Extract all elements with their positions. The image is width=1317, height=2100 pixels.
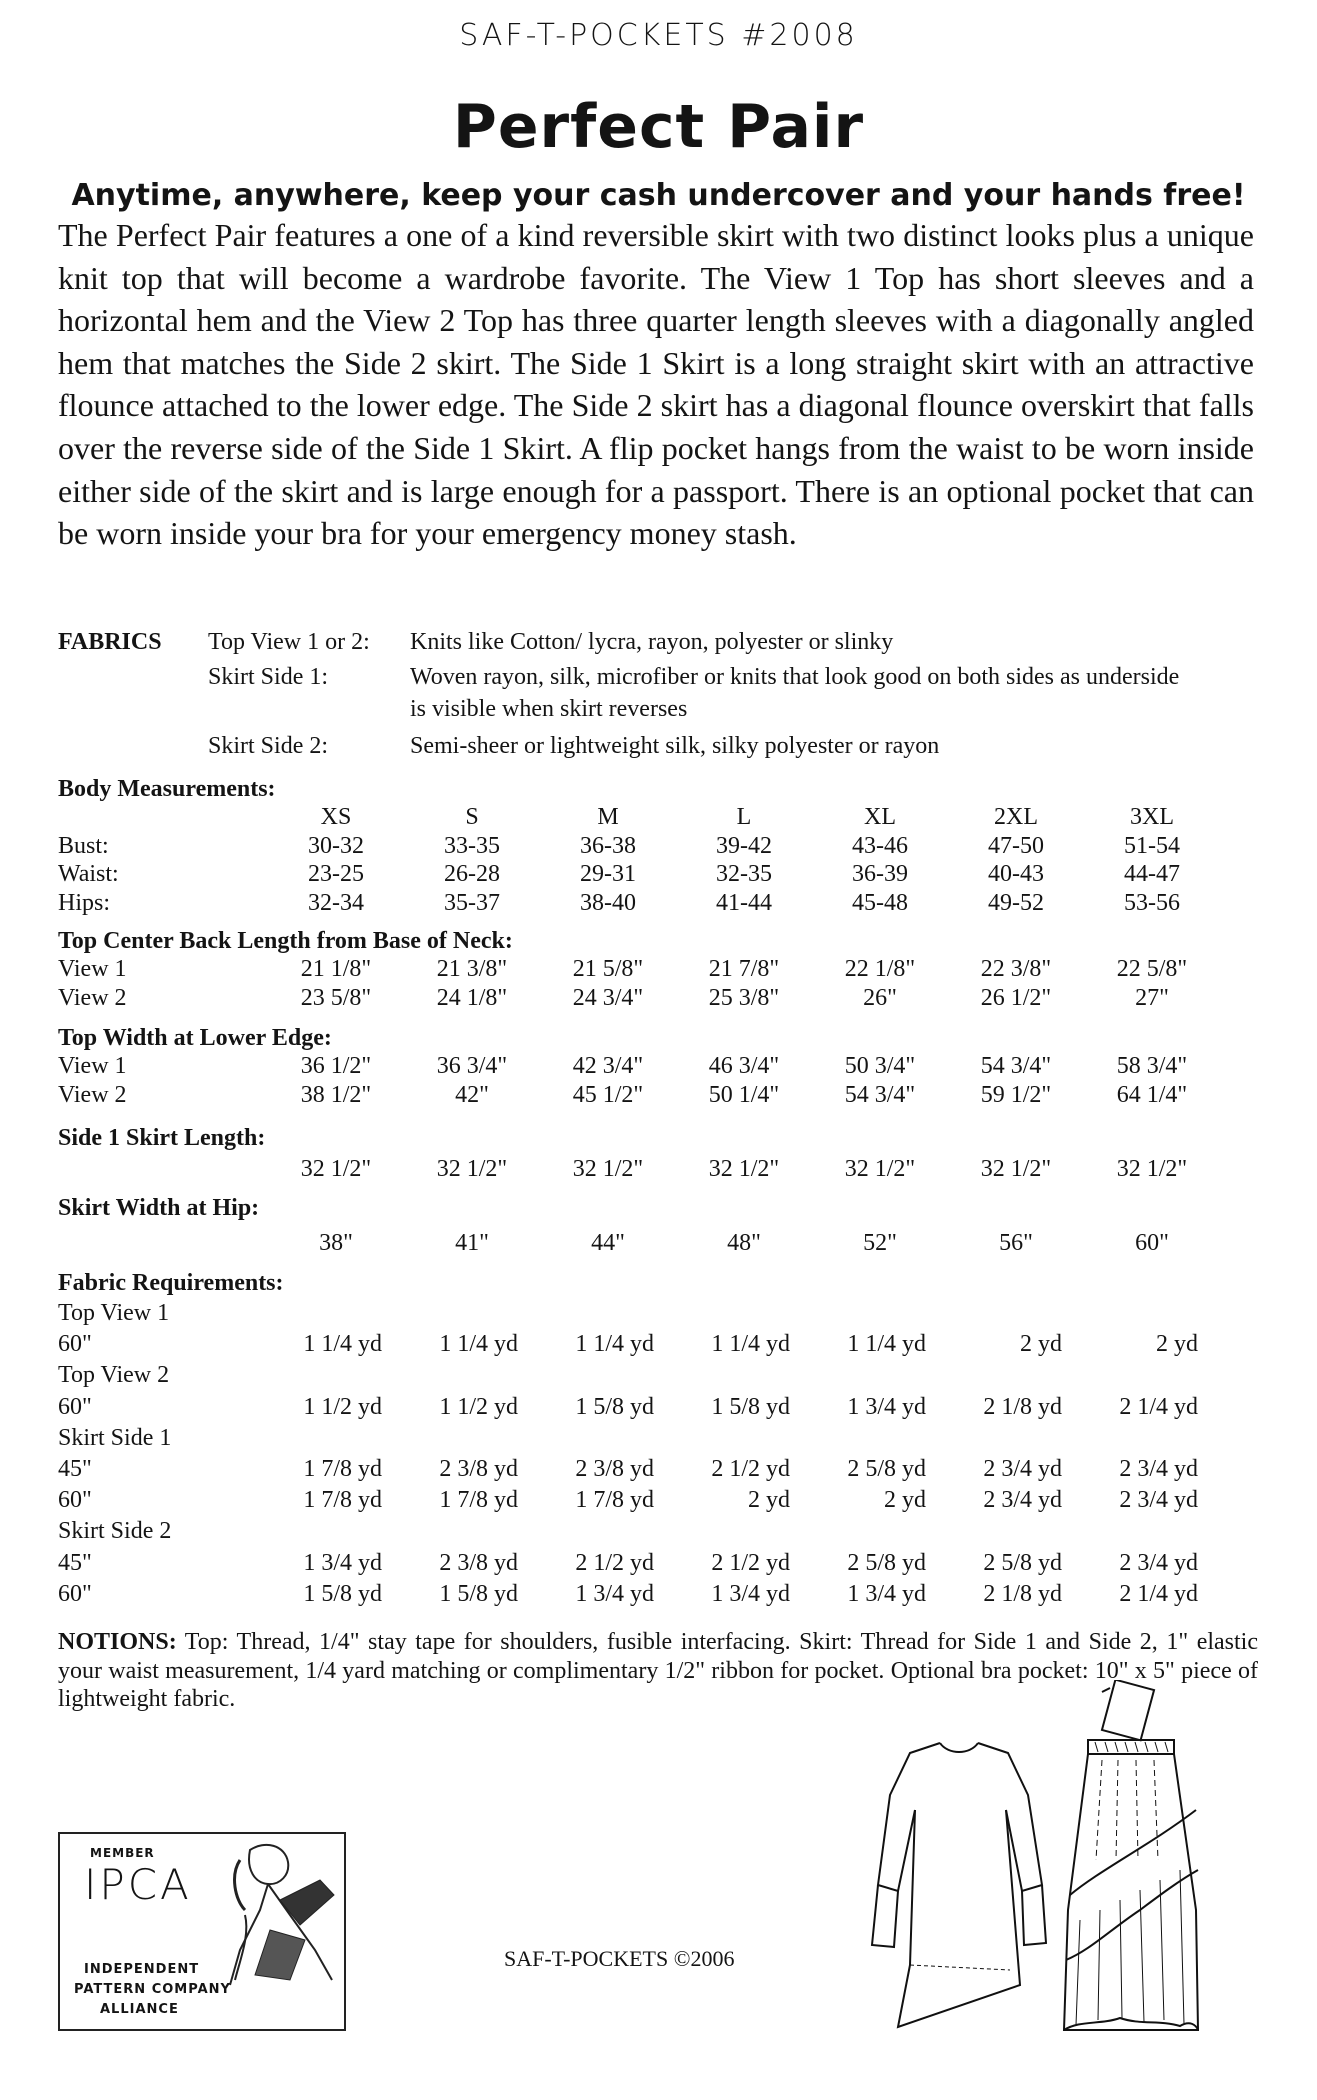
table-cell: 26 1/2": [980, 984, 1052, 1011]
table-cell: 48": [727, 1230, 761, 1256]
skirt-length-table: [58, 1155, 1220, 1184]
table-cell: 56": [999, 1230, 1033, 1256]
table-cell: 29-31: [580, 861, 636, 887]
fabric-text: Woven rayon, silk, microfiber or knits that look good on both sides as underside: [410, 664, 1180, 690]
row-label: 45": [58, 1456, 92, 1483]
table-cell: 32 1/2": [844, 1156, 916, 1182]
table-cell: 2 5/8 yd: [847, 1549, 926, 1576]
row-label: 60": [58, 1487, 92, 1514]
table-cell: 52": [863, 1230, 897, 1256]
table-cell: 49-52: [988, 889, 1044, 916]
table-cell: 2 yd: [884, 1487, 926, 1514]
table-cell: 25 3/8": [708, 984, 780, 1011]
group-label: Skirt Side 1: [58, 1424, 172, 1451]
table-cell: 2 yd: [1156, 1331, 1198, 1358]
table-cell: 2 3/8 yd: [575, 1456, 654, 1483]
table-cell: 32 1/2": [572, 1156, 644, 1182]
fabric-requirements-table: [58, 1298, 1220, 1610]
table-cell: [58, 1155, 268, 1184]
back-length-table: [58, 955, 1220, 1012]
table-cell: 2 3/4 yd: [1119, 1456, 1198, 1483]
size-header: 3XL: [1130, 804, 1174, 830]
table-cell: 1 1/4 yd: [575, 1331, 654, 1358]
table-cell: 1 7/8 yd: [575, 1487, 654, 1514]
notions-heading: NOTIONS:: [58, 1629, 177, 1655]
table-cell: 1 1/4 yd: [847, 1331, 926, 1358]
table-cell: 2 1/2 yd: [711, 1549, 790, 1576]
ipca-line-1: INDEPENDENT: [84, 1962, 200, 1977]
table-cell: 2 3/8 yd: [439, 1456, 518, 1483]
table-cell: 1 5/8 yd: [303, 1580, 382, 1607]
table-cell: 2 1/2 yd: [711, 1456, 790, 1483]
table-cell: 50 3/4": [844, 1053, 916, 1079]
table-cell: 64 1/4": [1116, 1081, 1188, 1108]
group-label: Top View 1: [58, 1300, 170, 1326]
row-label: View 2: [58, 1081, 127, 1108]
skirt-side-2-illustration: [1040, 1680, 1220, 2040]
table-cell: 44-47: [1124, 861, 1180, 887]
table-cell: 26": [863, 984, 897, 1011]
table-cell: 21 5/8": [572, 956, 644, 982]
table-cell: 38-40: [580, 889, 636, 916]
table-cell: 1 7/8 yd: [303, 1456, 382, 1483]
size-header: L: [736, 804, 752, 830]
fabric-text-continued: is visible when skirt reverses: [410, 696, 688, 722]
pattern-number: SAF-T-POCKETS #2008: [459, 18, 858, 53]
back-length-section: [58, 928, 1220, 1012]
table-cell: 27": [1135, 984, 1169, 1011]
ipca-illustration-icon: [210, 1840, 338, 1990]
table-cell: 2 3/4 yd: [983, 1487, 1062, 1514]
table-cell: 42 3/4": [572, 1053, 644, 1079]
skirt-width-heading: Skirt Width at Hip:: [58, 1195, 260, 1221]
fabric-requirements-heading: Fabric Requirements:: [58, 1270, 284, 1296]
table-cell: 45 1/2": [572, 1081, 644, 1108]
copyright: SAF-T-POCKETS ©2006: [504, 1946, 735, 1971]
fabric-requirements-section: [58, 1268, 1220, 1610]
table-cell: 36 1/2": [300, 1053, 372, 1079]
table-cell: 2 1/4 yd: [1119, 1580, 1198, 1607]
table-cell: 38": [319, 1230, 353, 1256]
skirt-length-section: [58, 1124, 1220, 1184]
table-cell: 24 3/4": [572, 984, 644, 1011]
table-cell: 44": [591, 1230, 625, 1256]
table-cell: 40-43: [988, 861, 1044, 887]
fabric-text: Knits like Cotton/ lycra, rayon, polyester or slinky: [410, 629, 894, 655]
table-cell: 32 1/2": [708, 1156, 780, 1182]
table-cell: 54 3/4": [844, 1081, 916, 1108]
table-cell: 53-56: [1124, 889, 1180, 916]
row-label: View 1: [58, 956, 127, 982]
row-label: Waist:: [58, 861, 119, 887]
size-header: XS: [320, 804, 352, 830]
table-cell: 2 1/8 yd: [983, 1393, 1062, 1420]
table-cell: 45-48: [852, 889, 908, 916]
table-cell: 1 5/8 yd: [575, 1393, 654, 1420]
table-cell: 41": [455, 1230, 489, 1256]
ipca-member-label: MEMBER: [90, 1846, 155, 1860]
fabric-label: Skirt Side 1:: [208, 664, 329, 690]
row-label: 45": [58, 1549, 92, 1576]
table-cell: 32-35: [716, 861, 772, 887]
table-cell: 1 3/4 yd: [303, 1549, 382, 1576]
table-cell: 30-32: [308, 832, 364, 859]
table-cell: 22 3/8": [980, 956, 1052, 982]
table-cell: 38 1/2": [300, 1081, 372, 1108]
row-label: View 1: [58, 1053, 127, 1079]
table-cell: 2 1/2 yd: [575, 1549, 654, 1576]
table-cell: 33-35: [444, 832, 500, 859]
table-cell: 1 3/4 yd: [575, 1580, 654, 1607]
table-cell: 32 1/2": [300, 1156, 372, 1182]
table-cell: 1 7/8 yd: [303, 1487, 382, 1514]
table-cell: 2 3/8 yd: [439, 1549, 518, 1576]
table-cell: 2 1/4 yd: [1119, 1393, 1198, 1420]
table-cell: 1 7/8 yd: [439, 1487, 518, 1514]
table-cell: 21 1/8": [300, 956, 372, 982]
fabrics-heading: FABRICS: [58, 629, 162, 655]
row-label: 60": [58, 1393, 92, 1420]
row-label: 60": [58, 1580, 92, 1607]
fabric-label: Skirt Side 2:: [208, 733, 329, 759]
table-cell: 54 3/4": [980, 1053, 1052, 1079]
table-cell: 21 7/8": [708, 956, 780, 982]
skirt-width-section: [58, 1194, 1220, 1258]
fabric-text: Semi-sheer or lightweight silk, silky polyester or rayon: [410, 733, 940, 759]
table-cell: 1 1/2 yd: [439, 1393, 518, 1420]
table-cell: 59 1/2": [980, 1081, 1052, 1108]
table-cell: 1 5/8 yd: [439, 1580, 518, 1607]
description: The Perfect Pair features a one of a kind reversible skirt with two distinct looks plus a unique knit top that will become a wardrobe favorite. The View 1 Top has short sleeves and a horizontal hem and the View 2 Top has three quarter length sleeves with a diagonally angled hem that matches the Side 2 skirt. The Side 1 Skirt is a long straight skirt with an attractive flounce attached to the lower edge. The Side 2 skirt has a diagonal flounce overskirt that falls over the reverse side of the Side 1 Skirt. A flip pocket hangs from the waist to be worn inside either side of the skirt and is large enough for a passport. There is an optional pocket that can be worn inside your bra for your emergency money stash.: [58, 217, 1254, 552]
table-cell: 23-25: [308, 861, 364, 887]
body-measurements-heading: Body Measurements:: [58, 776, 276, 802]
table-cell: 2 yd: [748, 1487, 790, 1514]
table-cell: 2 5/8 yd: [847, 1456, 926, 1483]
page-title: Perfect Pair: [452, 92, 865, 162]
table-cell: 58 3/4": [1116, 1053, 1188, 1079]
table-cell: 2 yd: [1020, 1331, 1062, 1358]
row-label: Hips:: [58, 889, 111, 916]
table-cell: 23 5/8": [300, 984, 372, 1011]
table-cell: 42": [455, 1081, 489, 1108]
top-view-2-illustration: [870, 1735, 1050, 2035]
table-cell: 51-54: [1124, 832, 1180, 859]
table-cell: 46 3/4": [708, 1053, 780, 1079]
table-cell: 2 5/8 yd: [983, 1549, 1062, 1576]
table-cell: 36 3/4": [436, 1053, 508, 1079]
size-header: M: [597, 804, 619, 830]
ipca-line-3: ALLIANCE: [100, 2002, 179, 2017]
table-cell: 22 1/8": [844, 956, 916, 982]
notions-text: Top: Thread, 1/4" stay tape for shoulders, fusible interfacing. Skirt: Thread for Side 1 and Side 2, 1" elastic your waist measurement, 1/4 yard matching or complimentary 1/2" ribbon for pocket. Optional bra pocket: 10" x 5" piece of lightweight fabric.: [58, 1629, 1258, 1712]
row-label: 60": [58, 1331, 92, 1358]
table-cell: 1 1/4 yd: [711, 1331, 790, 1358]
top-width-heading: Top Width at Lower Edge:: [58, 1025, 332, 1051]
table-cell: 1 3/4 yd: [711, 1580, 790, 1607]
top-width-table: [58, 1052, 1220, 1109]
table-cell: [58, 1229, 268, 1258]
body-measurements-section: [58, 775, 1220, 917]
back-length-heading: Top Center Back Length from Base of Neck:: [58, 928, 513, 954]
group-label: Skirt Side 2: [58, 1518, 172, 1545]
table-cell: 50 1/4": [708, 1081, 780, 1108]
table-cell: 41-44: [716, 889, 772, 916]
skirt-length-heading: Side 1 Skirt Length:: [58, 1125, 266, 1151]
table-cell: 1 3/4 yd: [847, 1580, 926, 1607]
size-header: XL: [864, 804, 896, 830]
table-cell: 1 3/4 yd: [847, 1393, 926, 1420]
table-cell: 1 1/4 yd: [439, 1331, 518, 1358]
table-cell: 2 3/4 yd: [1119, 1487, 1198, 1514]
group-label: Top View 2: [58, 1362, 170, 1389]
table-cell: 47-50: [988, 832, 1044, 859]
table-cell: 22 5/8": [1116, 956, 1188, 982]
top-width-section: [58, 1024, 1220, 1109]
body-measurements-table: [58, 803, 1220, 917]
table-cell: 21 3/8": [436, 956, 508, 982]
row-label: Bust:: [58, 832, 109, 859]
table-cell: 60": [1135, 1230, 1169, 1256]
table-cell: 24 1/8": [436, 984, 508, 1011]
table-cell: 35-37: [444, 889, 500, 916]
fabric-label: Top View 1 or 2:: [208, 629, 370, 655]
table-cell: 1 5/8 yd: [711, 1393, 790, 1420]
ipca-name: IPCA: [84, 1860, 192, 1909]
table-cell: 2 1/8 yd: [983, 1580, 1062, 1607]
size-header: 2XL: [994, 804, 1038, 830]
table-cell: 32-34: [308, 889, 364, 916]
ipca-member-logo: [58, 1832, 346, 2031]
table-cell: 32 1/2": [1116, 1156, 1188, 1182]
table-cell: 36-38: [580, 832, 636, 859]
table-cell: 26-28: [444, 861, 500, 887]
table-cell: 2 3/4 yd: [1119, 1549, 1198, 1576]
table-cell: 32 1/2": [436, 1156, 508, 1182]
row-label: View 2: [58, 984, 127, 1011]
size-header: S: [465, 804, 479, 830]
table-cell: 32 1/2": [980, 1156, 1052, 1182]
table-cell: [58, 803, 268, 832]
skirt-width-table: [58, 1229, 1220, 1258]
table-cell: 43-46: [852, 832, 908, 859]
table-cell: 1 1/2 yd: [303, 1393, 382, 1420]
ipca-line-2: PATTERN COMPANY: [74, 1982, 231, 1997]
table-cell: 2 3/4 yd: [983, 1456, 1062, 1483]
table-cell: 39-42: [716, 832, 772, 859]
table-cell: 1 1/4 yd: [303, 1331, 382, 1358]
table-cell: 36-39: [852, 861, 908, 887]
tagline: Anytime, anywhere, keep your cash undercover and your hands free!: [71, 178, 1246, 213]
